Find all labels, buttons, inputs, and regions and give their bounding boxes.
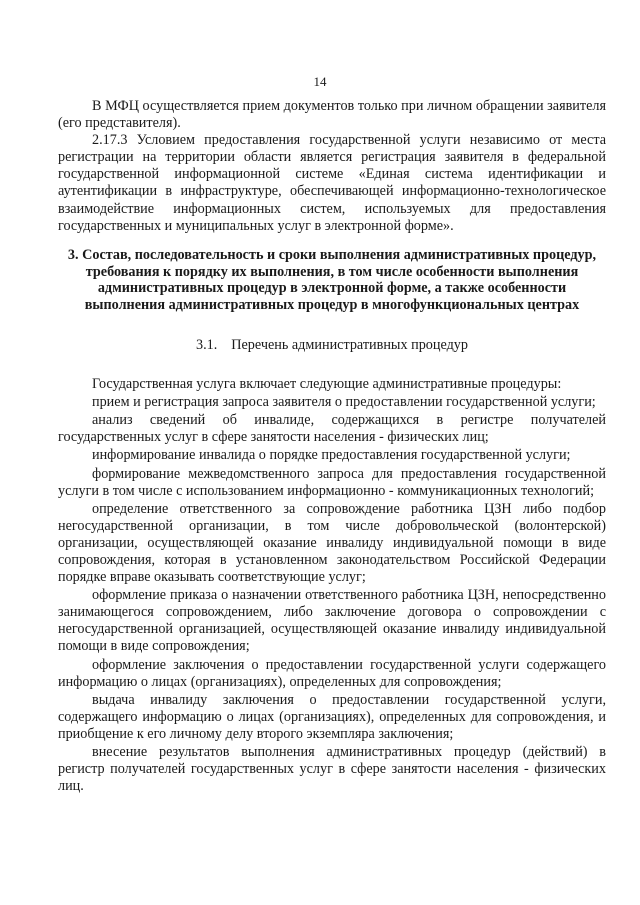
list-item: анализ сведений об инвалиде, содержащихся в регистре получателей государственных услуг в сфере занятости населения - физических лиц;: [58, 412, 606, 446]
list-item: внесение результатов выполнения административных процедур (действий) в регистр получателей государственных услуг в сфере занятости населения - физических лиц.: [58, 744, 606, 795]
subsection-title: Перечень административных процедур: [231, 336, 468, 353]
procedure-list: [58, 376, 606, 795]
list-item: оформление заключения о предоставлении государственной услуги содержащего информацию о лицах (организациях), определенных для сопровождения;: [58, 656, 606, 690]
list-item: выдача инвалиду заключения о предоставлении государственной услуги, содержащего информацию о лицах (организациях), определенных для сопровождения, и приобщение к его личному делу второго экземпляра заключения;: [58, 691, 606, 742]
list-item: Государственная услуга включает следующие административные процедуры:: [92, 376, 562, 393]
list-item: формирование межведомственного запроса для предоставления государственной услуги в том числе с использованием информационно - коммуникационных технологий;: [58, 465, 606, 499]
subsection-number: 3.1.: [195, 336, 218, 353]
subsection-heading: [58, 337, 606, 354]
list-item: определение ответственного за сопровождение работника ЦЗН либо подбор негосударственной организации, в том числе добровольческой (волонтерской) организации, осуществляющей оказание инвалиду индивидуальной помощи в виде сопровождения, которая в установленном законодательством Российской Федерации порядке вправе оказывать соответствующие услуг;: [58, 500, 606, 586]
intro-paragraph-2: 2.17.3 Условием предоставления государственной услуги независимо от места регистрации на территории области является регистрация заявителя в федеральной государственной информационной системе «Единая система идентификации и аутентификации в инфраструктуре, обеспечивающей информационно-технологическое взаимодействие информационных систем, используемых для предоставления государственных и муниципальных услуг в электронной форме».: [58, 132, 606, 234]
document-body: [58, 98, 606, 796]
list-item: прием и регистрация запроса заявителя о предоставлении государственной услуги;: [92, 394, 596, 411]
list-item: информирование инвалида о порядке предоставления государственной услуги;: [92, 447, 571, 464]
intro-paragraph-1: В МФЦ осуществляется прием документов только при личном обращении заявителя (его представителя).: [58, 98, 606, 132]
section-heading: 3. Состав, последовательность и сроки выполнения административных процедур, требования к порядку их выполнения, в том числе особенности выполнения административных процедур в электронной форме, а также особенности выполнения административных процедур в многофункциональных центрах: [67, 246, 597, 314]
page-number: 14: [313, 74, 327, 89]
list-item: оформление приказа о назначении ответственного работника ЦЗН, непосредственно занимающегося сопровождением, либо заключение договора о сопровождении с негосударственной организацией, осуществляющей оказание инвалиду индивидуальной помощи в виде сопровождения;: [58, 587, 606, 655]
